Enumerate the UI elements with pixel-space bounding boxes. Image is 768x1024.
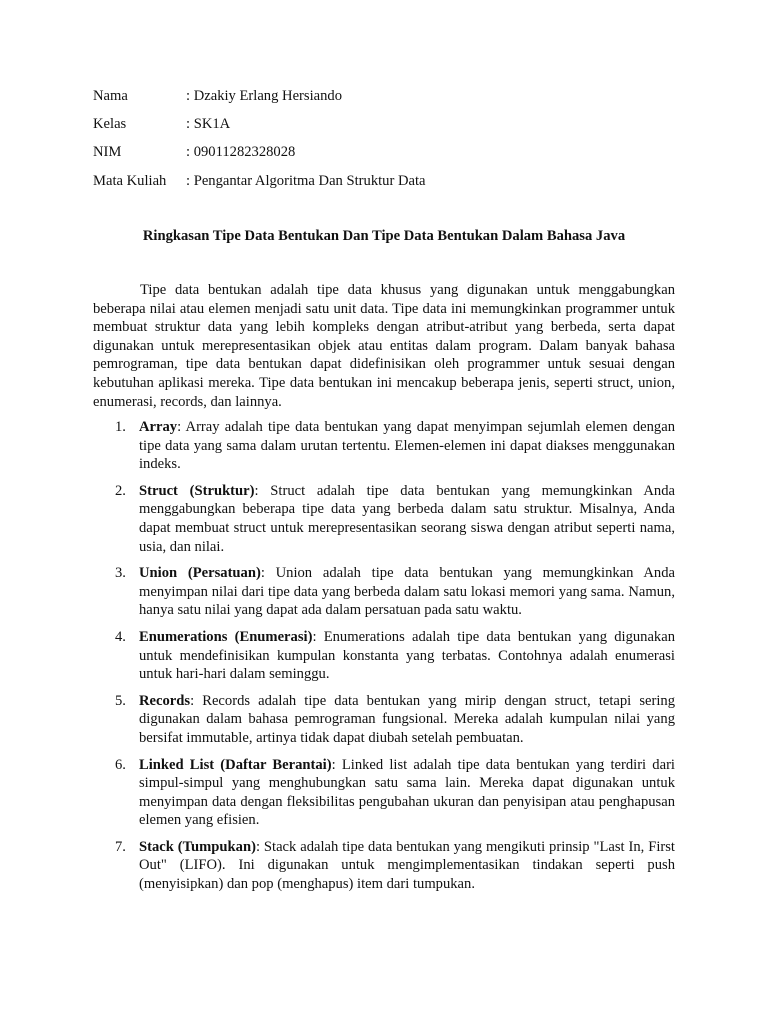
list-item — [93, 628, 675, 684]
item-term: Array — [139, 419, 178, 435]
item-term: Enumerations (Enumerasi) — [139, 628, 313, 645]
info-label: Mata Kuliah — [93, 173, 167, 189]
item-number: 1. — [115, 419, 126, 435]
item-term: Union (Persatuan) — [139, 565, 261, 582]
data-type-list — [93, 418, 675, 902]
info-value: : 09011282328028 — [186, 144, 296, 160]
info-value: : Dzakiy Erlang Hersiando — [186, 88, 343, 104]
item-number: 5. — [115, 692, 126, 709]
item-term: Stack (Tumpukan) — [139, 838, 256, 855]
item-description: : Union adalah tipe data bentukan yang memungkinkan Anda menyimpan nilai dari tipe data yang berbeda dalam satu lokasi memori yang sama. Namun, hanya satu nilai yang dapat ada dalam persatuan pada satu waktu. — [139, 565, 675, 619]
item-description: : Array adalah tipe data bentukan yang dapat menyimpan sejumlah elemen dengan tipe data yang sama dalam urutan tertentu. Elemen-elemen ini dapat diakses menggunakan indeks. — [139, 419, 675, 473]
info-label: NIM — [93, 144, 122, 160]
info-label: Nama — [93, 88, 128, 104]
document-title: Ringkasan Tipe Data Bentukan Dan Tipe Data Bentukan Dalam Bahasa Java — [142, 228, 626, 244]
item-description: : Stack adalah tipe data bentukan yang mengikuti prinsip "Last In, First Out" (LIFO). Ini digunakan untuk mengimplementasikan tindakan seperti push (menyisipkan) dan pop (menghapus) item dari tumpukan. — [139, 838, 675, 893]
item-description: : Linked list adalah tipe data bentukan yang terdiri dari simpul-simpul yang menghubungkan satu sama lain. Mereka dapat digunakan untuk menyimpan data dengan fleksibilitas pengubahan ukuran dan penyisipan atau penghapusan elemen yang efisien. — [139, 756, 675, 829]
list-item — [93, 838, 675, 894]
list-item — [93, 482, 675, 556]
info-value: : Pengantar Algoritma Dan Struktur Data — [186, 173, 426, 189]
item-term: Records — [139, 692, 191, 709]
item-number: 6. — [115, 756, 126, 773]
item-description: : Records adalah tipe data bentukan yang mirip dengan struct, tetapi sering digunakan dalam bahasa pemrograman fungsional. Mereka adalah kumpulan nilai yang bersifat immutable, artinya tidak dapat diubah setelah pembuatan. — [139, 692, 675, 746]
list-item — [93, 418, 675, 474]
intro-paragraph: Tipe data bentukan adalah tipe data khusus yang digunakan untuk menggabungkan beberapa nilai atau elemen menjadi satu unit data. Tipe data ini memungkinkan programmer untuk membuat struktur data yang lebih kompleks dengan atribut-atribut yang berbeda, serta dapat digunakan untuk merepresentasikan objek atau entitas dalam program. Dalam banyak bahasa pemrograman, tipe data bentukan dapat didefinisikan oleh programmer untuk sesuai dengan kebutuhan aplikasi mereka. Tipe data bentukan ini mencakup beberapa jenis, seperti struct, union, enumerasi, records, dan lainnya. — [93, 282, 675, 410]
item-description: : Struct adalah tipe data bentukan yang memungkinkan Anda menggabungkan beberapa tipe data yang berbeda dalam satu struktur. Misalnya, Anda dapat membuat struct untuk merepresentasikan seorang siswa dengan atribut seperti nama, usia, dan nilai. — [139, 482, 675, 555]
item-number: 4. — [115, 628, 126, 645]
item-number: 3. — [115, 565, 126, 582]
info-label: Kelas — [93, 116, 127, 132]
item-term: Linked List (Daftar Berantai) — [139, 756, 332, 773]
item-description: : Enumerations adalah tipe data bentukan yang digunakan untuk mendefinisikan kumpulan konstanta yang terbatas. Contohnya adalah enumerasi untuk hari-hari dalam seminggu. — [139, 628, 676, 683]
item-number: 7. — [115, 838, 126, 855]
item-number: 2. — [115, 482, 126, 499]
item-term: Struct (Struktur) — [139, 482, 255, 499]
info-value: : SK1A — [186, 116, 231, 132]
list-item — [93, 756, 675, 830]
list-item — [93, 564, 675, 620]
list-item — [93, 692, 675, 748]
